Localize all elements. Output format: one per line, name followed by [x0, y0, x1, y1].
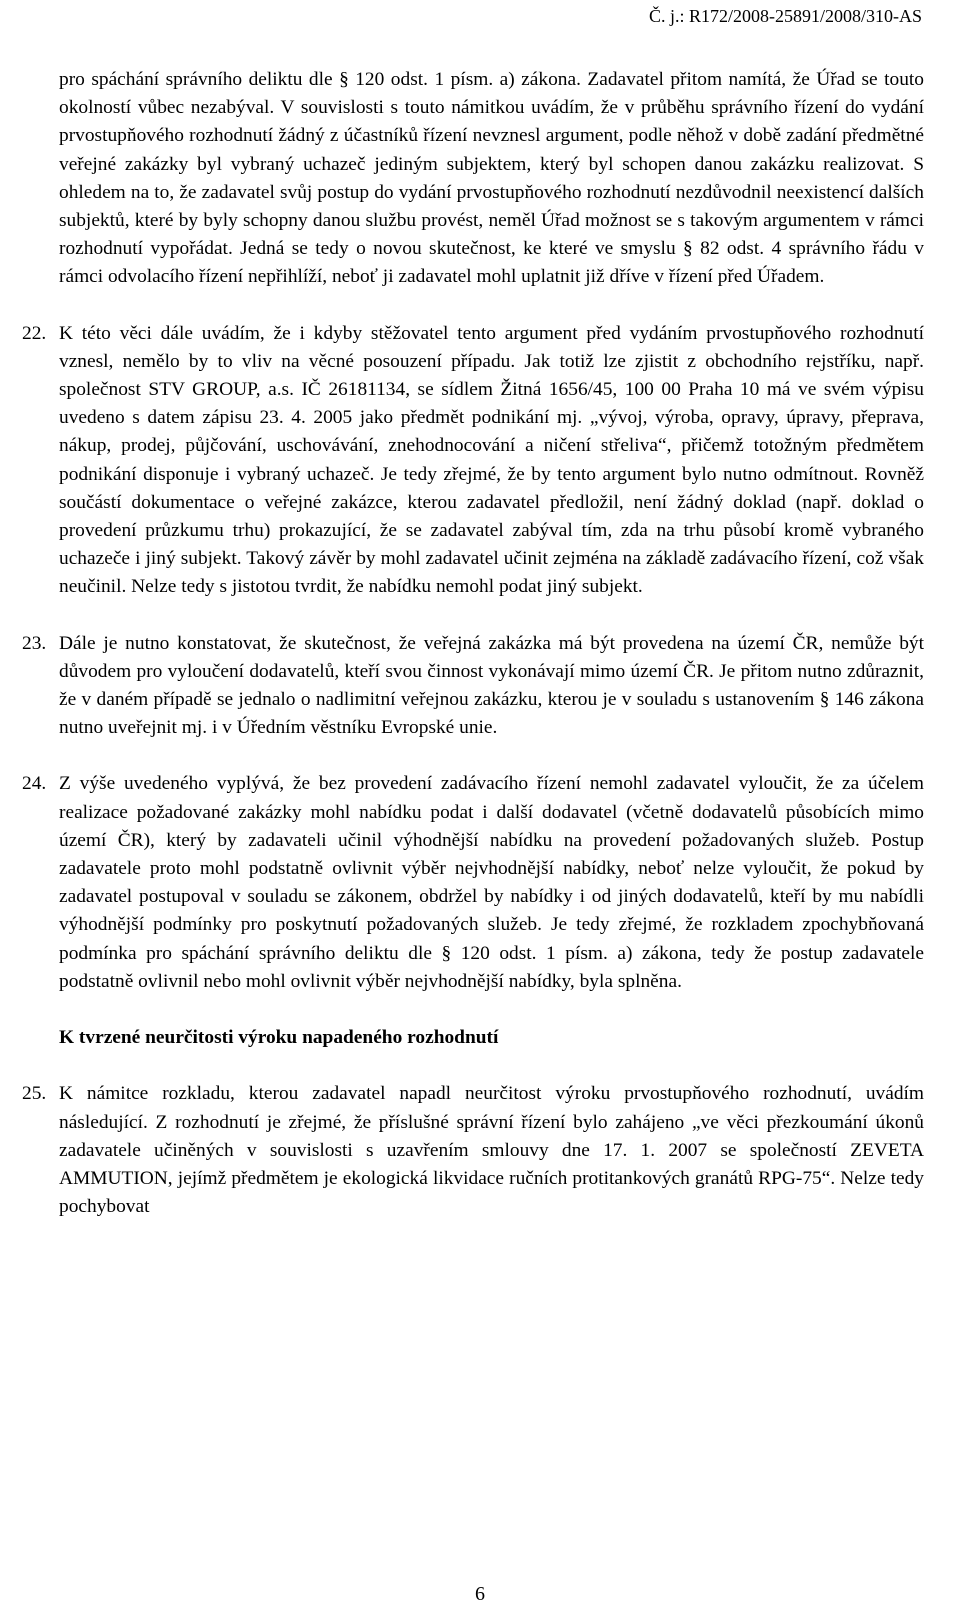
- paragraph-23: [22, 630, 924, 743]
- section-heading: K tvrzené neurčitosti výroku napadeného rozhodnutí: [59, 1027, 499, 1049]
- document-reference: Č. j.: R172/2008-25891/2008/310-AS: [648, 6, 922, 26]
- paragraph-text: Z výše uvedeného vyplývá, že bez provedení zadávacího řízení nemohl zadavatel vyloučit, že za účelem realizace požadované zakázky mohl nabídku podat i další dodavatel (včetně dodavatelů působících mimo území ČR), který by zadavateli učinil výhodnější nabídku na provedení požadovaných služeb. Postup zadavatele proto mohl podstatně ovlivnit výběr nejvhodnější nabídky, neboť nelze vyloučit, že pokud by zadavatel postupoval v souladu se zákonem, obdržel by nabídky i od jiných dodavatelů, kteří by mu nabídli výhodnější podmínky pro poskytnutí požadovaných služeb. Je tedy zřejmé, že rozkladem zpochybňovaná podmínka pro spáchání správního deliktu dle § 120 odst. 1 písm. a) zákona, tedy že postup zadavatele podstatně ovlivnil nebo mohl ovlivnit výběr nejvhodnější nabídky, byla splněna.: [59, 773, 924, 992]
- continuation-paragraph: pro spáchání správního deliktu dle § 120 odst. 1 písm. a) zákona. Zadavatel přitom namítá, že Úřad se touto okolností vůbec nezabýval. V souvislosti s touto námitkou uvádím, že v průběhu správního řízení do vydání prvostupňového rozhodnutí žádný z účastníků řízení nevznesl argument, podle něhož v době zadání předmětné veřejné zakázky byl vybraný uchazeč jediným subjektem, který byl schopen danou zakázku realizovat. S ohledem na to, že zadavatel svůj postup do vydání prvostupňového rozhodnutí nezdůvodnil neexistencí dalších subjektů, které by byly schopny danou službu provést, neměl Úřad možnost se s takovým argumentem v rámci rozhodnutí vypořádat. Jedná se tedy o novou skutečnost, ke které ve smyslu § 82 odst. 4 správního řádu v rámci odvolacího řízení nepřihlíží, neboť ji zadavatel mohl uplatnit již dříve v řízení před Úřadem.: [59, 69, 924, 288]
- paragraph-number: 23.: [22, 632, 47, 654]
- paragraph-text: K této věci dále uvádím, že i kdyby stěžovatel tento argument před vydáním prvostupňového rozhodnutí vznesl, nemělo by to vliv na věcné posouzení případu. Jak totiž lze zjistit z obchodního rejstříku, např. společnost STV GROUP, a.s. IČ 26181134, se sídlem Žitná 1656/45, 100 00 Praha 10 má ve svém výpisu uvedeno s datem zápisu 23. 4. 2005 jako předmět podnikání mj. „vývoj, výroba, opravy, úpravy, přeprava, nákup, prodej, půjčování, uschovávání, znehodnocování a ničení střeliva“, přičemž totožným předmětem podnikání disponuje i vybraný uchazeč. Je tedy zřejmé, že by tento argument bylo nutno odmítnout. Rovněž součástí dokumentace o veřejné zakázce, kterou zadavatel předložil, není žádný doklad (např. doklad o provedení průzkumu trhu) prokazující, že se zadavatel zabýval tím, zda na trhu působí kromě vybraného uchazeče i jiný subjekt. Takový závěr by mohl zadavatel učinit zejména na základě zadávacího řízení, což však neučinil. Nelze tedy s jistotou tvrdit, že nabídku nemohl podat jiný subjekt.: [59, 322, 924, 598]
- paragraph-25: [22, 1080, 924, 1221]
- document-body: [22, 66, 924, 1249]
- paragraph-number: 22.: [22, 322, 47, 344]
- paragraph-number: 25.: [22, 1083, 47, 1105]
- paragraph-24: [22, 770, 924, 996]
- page-number: 6: [475, 1583, 485, 1605]
- paragraph-text: Dále je nutno konstatovat, že skutečnost, že veřejná zakázka má být provedena na území ČR, nemůže být důvodem pro vyloučení dodavatelů, kteří svou činnost vykonávají mimo území ČR. Je přitom nutno zdůraznit, že v daném případě se jednalo o nadlimitní veřejnou zakázku, kterou je v souladu s ustanovením § 146 zákona nutno uveřejnit mj. i v Úředním věstníku Evropské unie.: [59, 632, 924, 739]
- paragraph-22: [22, 320, 924, 602]
- paragraph-text: K námitce rozkladu, kterou zadavatel napadl neurčitost výroku prvostupňového rozhodnutí, uvádím následující. Z rozhodnutí je zřejmé, že příslušné správní řízení bylo zahájeno „ve věci přezkoumání úkonů zadavatele učiněných v souvislosti s uzavřením smlouvy dne 17. 1. 2007 se společností ZEVETA AMMUTION, jejímž předmětem je ekologická likvidace ručních protitankových granátů RPG-75“. Nelze tedy pochybovat: [59, 1083, 924, 1218]
- paragraph-number: 24.: [22, 773, 47, 795]
